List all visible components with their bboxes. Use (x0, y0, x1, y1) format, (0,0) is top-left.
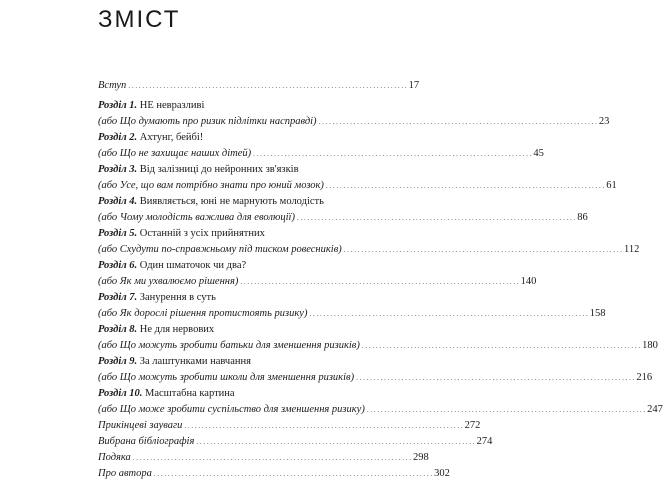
toc-entry-text: Про автора (98, 468, 152, 479)
dot-leader (362, 338, 640, 354)
chapter-subtitle: (або Усе, що вам потрібно знати про юний мозок) (98, 180, 324, 191)
dot-leader (154, 466, 432, 482)
toc-entry-text: Прикінцеві зауваги (98, 420, 183, 431)
toc-page-number: 247 (647, 404, 663, 415)
toc-entry-chapter[interactable] (98, 322, 658, 354)
toc-chapter-subtitle-line (98, 338, 658, 354)
toc-chapter-heading (98, 194, 324, 210)
chapter-subtitle: (або Що можуть зробити батьки для зменшення ризиків) (98, 340, 360, 351)
chapter-label: Розділ 10. (98, 388, 143, 399)
toc-entry-chapter[interactable] (98, 290, 606, 322)
toc-chapter-heading-line (98, 98, 404, 114)
dot-leader (309, 306, 587, 322)
dot-leader (253, 146, 531, 162)
chapter-subtitle: (або Схудути по-справжньому під тиском ровесників) (98, 244, 342, 255)
chapter-label: Розділ 7. (98, 292, 138, 303)
toc-entry-chapter[interactable] (98, 258, 537, 290)
chapter-subtitle: (або Що думають про ризик підлітки насправді) (98, 116, 317, 127)
toc-chapter-heading (98, 386, 235, 402)
dot-leader (240, 274, 518, 290)
chapter-title: Останній з усіх прийнятних (139, 228, 265, 239)
toc-chapter-heading (98, 130, 203, 146)
toc-page-number: 61 (606, 180, 617, 191)
toc-page-number: 17 (408, 80, 420, 91)
chapter-label: Розділ 1. (98, 100, 138, 111)
toc-chapter-heading (98, 98, 204, 114)
chapter-title: За лаштунками навчання (139, 356, 251, 367)
toc-page-number: 23 (598, 116, 610, 127)
dot-leader (196, 434, 474, 450)
toc-chapter-heading-line (98, 290, 404, 306)
toc-chapter-heading-line (98, 354, 404, 370)
dot-leader (326, 178, 604, 194)
chapter-subtitle: (або Що можуть зробити школи для зменшення ризиків) (98, 372, 355, 383)
toc-chapter-subtitle-line (98, 210, 588, 226)
toc-entry-text: Вибрана бібліографія (98, 436, 195, 447)
toc-entry-text: Подяка (98, 452, 131, 463)
toc-chapter-heading-line (98, 162, 404, 178)
toc-chapter-subtitle-line (98, 114, 610, 130)
toc-page-number: 45 (533, 148, 544, 159)
toc-entry-back-matter[interactable] (98, 418, 481, 434)
chapter-label: Розділ 2. (98, 132, 138, 143)
toc-line (98, 434, 493, 450)
toc-entry-chapter[interactable] (98, 386, 663, 418)
dot-leader (356, 370, 634, 386)
toc-chapter-heading (98, 354, 251, 370)
toc-page-number: 86 (577, 212, 588, 223)
toc-entry-intro[interactable] (98, 78, 420, 94)
chapter-title: Масштабна картина (145, 388, 235, 399)
dot-leader (133, 450, 411, 466)
toc-entry-chapter[interactable] (98, 354, 653, 386)
toc-page-number: 298 (413, 452, 429, 463)
toc-chapter-subtitle-line (98, 274, 537, 290)
chapter-subtitle: (або Чому молодість важлива для еволюції) (98, 212, 295, 223)
chapter-label: Розділ 9. (98, 356, 138, 367)
toc-chapter-heading-line (98, 226, 404, 242)
toc-page-number: 274 (476, 436, 493, 447)
dot-leader (319, 114, 597, 130)
toc-page-number: 112 (624, 244, 640, 255)
chapter-label: Розділ 3. (98, 164, 138, 175)
toc-entry-back-matter[interactable] (98, 434, 493, 450)
toc-entry-chapter[interactable] (98, 194, 588, 226)
toc-page-number: 140 (520, 276, 537, 287)
toc-chapter-subtitle-line (98, 242, 640, 258)
chapter-title: Занурення в суть (139, 292, 216, 303)
chapter-label: Розділ 8. (98, 324, 138, 335)
chapter-label: Розділ 5. (98, 228, 138, 239)
chapter-label: Розділ 4. (98, 196, 138, 207)
toc-line (98, 466, 450, 482)
toc-line (98, 78, 420, 94)
toc-entry-chapter[interactable] (98, 130, 544, 162)
toc-chapter-heading-line (98, 130, 404, 146)
chapter-title: НЕ невразливі (139, 100, 205, 111)
toc-chapter-heading (98, 226, 265, 242)
toc-chapter-heading (98, 322, 214, 338)
toc-page-number: 158 (589, 308, 606, 319)
chapter-subtitle: (або Як ми ухвалюємо рішення) (98, 276, 239, 287)
toc-entry-chapter[interactable] (98, 98, 610, 130)
dot-leader (184, 418, 462, 434)
toc-entry-back-matter[interactable] (98, 466, 450, 482)
chapter-title: Один шматочок чи два? (139, 260, 247, 271)
toc-page-number: 216 (636, 372, 653, 383)
chapter-title: Не для нервових (139, 324, 215, 335)
toc-back-matter (98, 418, 493, 482)
toc-chapter-subtitle-line (98, 178, 617, 194)
toc-entry-back-matter[interactable] (98, 450, 429, 466)
toc-chapters (98, 98, 663, 418)
chapter-label: Розділ 6. (98, 260, 138, 271)
dot-leader (344, 242, 622, 258)
toc-entry-chapter[interactable] (98, 162, 617, 194)
toc-chapter-heading-line (98, 322, 404, 338)
chapter-title: Від залізниці до нейронних зв'язків (139, 164, 299, 175)
toc-chapter-heading (98, 162, 299, 178)
toc-chapter-heading (98, 290, 216, 306)
page-title: ЗМІСТ (98, 6, 181, 33)
toc-list (98, 78, 663, 482)
toc-chapter-heading-line (98, 258, 404, 274)
toc-chapter-heading (98, 258, 246, 274)
chapter-title: Ахтунг, бейбі! (139, 132, 204, 143)
dot-leader (128, 78, 406, 94)
chapter-subtitle: (або Як дорослі рішення протистоять ризику) (98, 308, 308, 319)
toc-chapter-subtitle-line (98, 370, 653, 386)
chapter-subtitle: (або Що може зробити суспільство для зменшення ризику) (98, 404, 365, 415)
toc-page-number: 302 (434, 468, 450, 479)
toc-entry-text: Вступ (98, 80, 127, 91)
chapter-subtitle: (або Що не захищає наших дітей) (98, 148, 252, 159)
toc-page-number: 272 (464, 420, 481, 431)
dot-leader (367, 402, 645, 418)
toc-chapter-subtitle-line (98, 402, 663, 418)
toc-chapter-heading-line (98, 194, 404, 210)
toc-chapter-subtitle-line (98, 146, 544, 162)
toc-line (98, 418, 481, 434)
toc-entry-chapter[interactable] (98, 226, 640, 258)
dot-leader (297, 210, 575, 226)
toc-page-number: 180 (642, 340, 658, 351)
toc-line (98, 450, 429, 466)
chapter-title: Виявляється, юні не марнують молодість (139, 196, 324, 207)
toc-chapter-subtitle-line (98, 306, 606, 322)
toc-chapter-heading-line (98, 386, 404, 402)
